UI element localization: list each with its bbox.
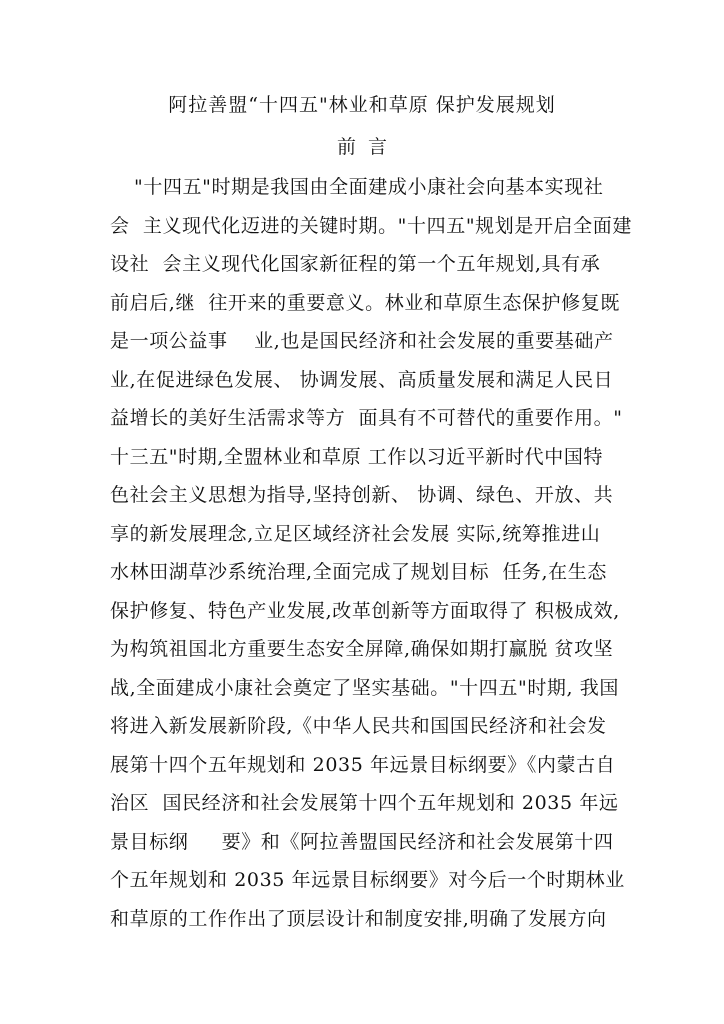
paragraph-line: 战,全面建成小康社会奠定了坚实基础。"十四五"时期, 我国 bbox=[110, 676, 619, 699]
paragraph-line: 展第十四个五年规划和 2035 年远景目标纲要》《内蒙古自 bbox=[110, 753, 616, 776]
paragraph-line: 治区 国民经济和社会发展第十四个五年规划和 2035 年远 bbox=[110, 792, 619, 814]
body-paragraph bbox=[110, 168, 630, 938]
paragraph-line: 色社会主义思想为指导,坚持创新、 协调、绿色、开放、共 bbox=[110, 484, 614, 506]
paragraph-line: 保护修复、特色产业发展,改革创新等方面取得了 积极成效, bbox=[110, 599, 620, 622]
paragraph-line: 享的新发展理念,立足区域经济社会发展 实际,统筹推进山 bbox=[110, 522, 601, 545]
document-title: 阿拉善盟“十四五"林业和草原 保护发展规划 bbox=[168, 94, 556, 116]
paragraph-line: 水林田湖草沙系统治理,全面完成了规划目标 任务,在生态 bbox=[110, 561, 607, 583]
paragraph-line: 益增长的美好生活需求等方 面具有不可替代的重要作用。" bbox=[110, 407, 623, 429]
paragraph-line: 业,在促进绿色发展、 协调发展、高质量发展和满足人民日 bbox=[110, 368, 614, 391]
paragraph-line: 景目标纲 要》和《阿拉善盟国民经济和社会发展第十四 bbox=[110, 830, 614, 853]
paragraph-line: 前启后,继 往开来的重要意义。林业和草原生态保护修复既 bbox=[110, 291, 620, 314]
paragraph-line: 为构筑祖国北方重要生态安全屏障,确保如期打赢脱 贫攻坚 bbox=[110, 638, 614, 660]
paragraph-line: 会 主义现代化迈进的关键时期。"十四五"规划是开启全面建 bbox=[110, 214, 632, 237]
paragraph-line: 和草原的工作作出了顶层设计和制度安排,明确了发展方向 bbox=[110, 907, 607, 930]
section-heading-preface: 前 言 bbox=[336, 136, 388, 158]
paragraph-line: 十三五"时期,全盟林业和草原 工作以习近平新时代中国特 bbox=[110, 445, 604, 468]
paragraph-line: 个五年规划和 2035 年远景目标纲要》对今后一个时期林业 bbox=[110, 869, 625, 891]
paragraph-line: 是一项公益事 业,也是国民经济和社会发展的重要基础产 bbox=[110, 330, 614, 352]
paragraph-line: 设社 会主义现代化国家新征程的第一个五年规划,具有承 bbox=[110, 253, 601, 275]
paragraph-line: 将进入新发展新阶段,《中华人民共和国国民经济和社会发 bbox=[110, 715, 607, 737]
paragraph-line: "十四五"时期是我国由全面建成小康社会向基本实现社 bbox=[134, 176, 604, 198]
